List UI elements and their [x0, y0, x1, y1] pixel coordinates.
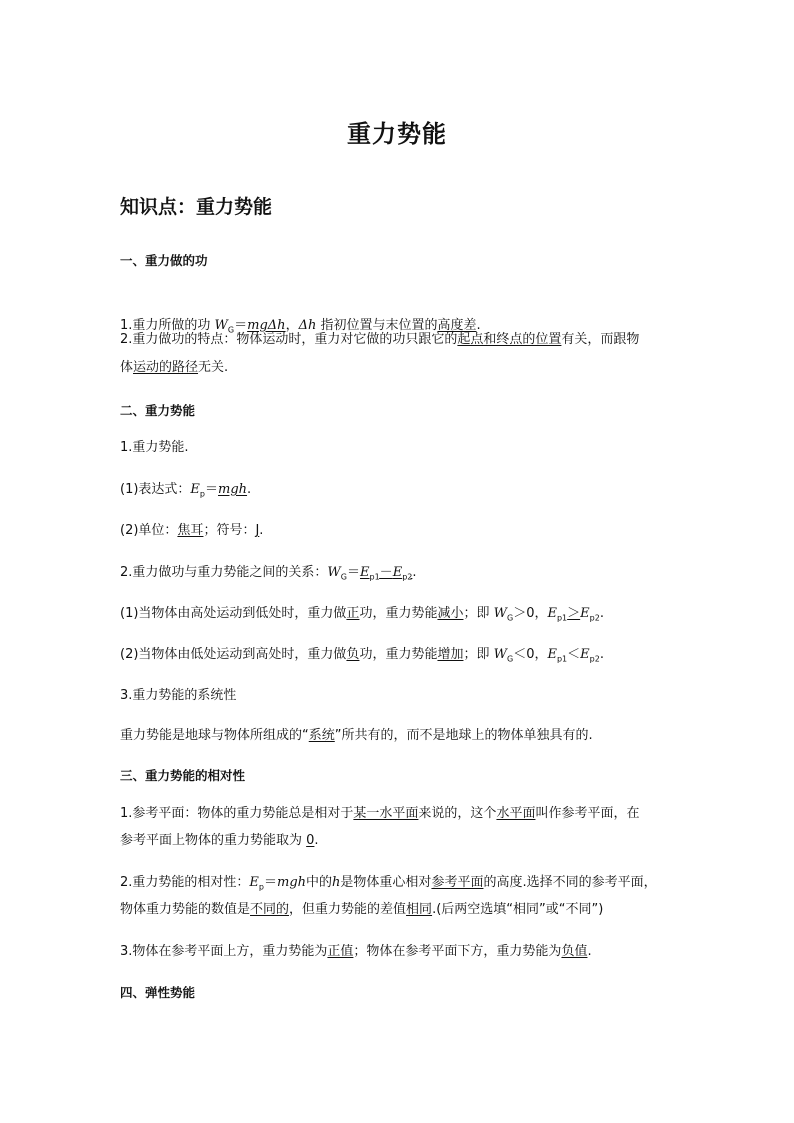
symbol-e: E [547, 647, 557, 662]
subscript: G [506, 654, 514, 664]
subscript: p2 [402, 572, 413, 582]
text: (1)表达式： [120, 482, 191, 497]
subscript: G [227, 325, 235, 335]
paragraph-s2-p5 [120, 600, 680, 632]
text: 1.重力所做的功 [120, 318, 215, 333]
text: . [476, 318, 481, 333]
text: 来说的，这个 [418, 806, 497, 821]
subscript: p [258, 882, 264, 892]
answer-blank: 某一水平面 [353, 806, 419, 821]
symbol-w: W [327, 565, 341, 580]
section-1-title: 一、重力做的功 [120, 253, 208, 268]
answer-blank: mgh [218, 482, 248, 497]
answer-blank: 起点和终点的位置 [457, 332, 562, 347]
answer-blank: 减小 [437, 606, 464, 621]
text: ”所共有的，而不是地球上的物体单独具有的. [334, 728, 593, 743]
paragraph-s2-p1: 1.重力势能. [120, 440, 189, 455]
text: 指初位置与末位置的 [316, 318, 438, 333]
text: 中的 [306, 875, 333, 890]
section-2-title: 二、重力势能 [120, 403, 196, 418]
answer-blank: 参考平面 [431, 875, 484, 890]
document-title: 重力势能 [347, 120, 447, 148]
subscript: p1 [556, 654, 568, 664]
answer-blank: 焦耳 [177, 523, 204, 538]
section-3-title: 三、重力势能的相对性 [120, 768, 246, 783]
text: 重力势能是地球与物体所组成的“ [120, 728, 309, 743]
text: . [412, 565, 417, 580]
text: .(后两空选填“相同”或“不同”) [432, 902, 604, 917]
text: 3.物体在参考平面上方，重力势能为 [120, 944, 328, 959]
text: 1.参考平面：物体的重力势能总是相对于 [120, 806, 354, 821]
symbol-w: W [214, 318, 228, 333]
answer-blank: ＞ [567, 606, 581, 621]
text: 功，重力势能 [359, 647, 438, 662]
text: ；物体在参考平面下方，重力势能为 [353, 944, 562, 959]
text: ；符号： [203, 523, 256, 538]
text: 无关. [198, 360, 229, 375]
paragraph-s3-p3 [120, 938, 680, 965]
subscript: G [340, 572, 347, 582]
symbol-w: W [493, 647, 507, 662]
subscript: p [199, 489, 205, 499]
text: ＜ [567, 647, 581, 662]
answer-blank: mgΔh [247, 318, 286, 333]
text: 2.重力势能的相对性： [120, 875, 250, 890]
symbol-h: h [332, 875, 341, 890]
paragraph-s2-p7: 3.重力势能的系统性 [120, 688, 237, 703]
paragraph-s2-p8 [120, 722, 680, 749]
text: － [379, 565, 393, 580]
text: (2)单位： [120, 523, 178, 538]
answer-blank: 负 [346, 647, 360, 662]
answer-blank: 负值 [561, 944, 588, 959]
subscript: G [506, 613, 514, 623]
subscript: p1 [556, 613, 568, 623]
text: ＜0， [513, 647, 548, 662]
paragraph-s2-p4 [120, 559, 680, 591]
subscript: p2 [589, 613, 600, 623]
paragraph-s2-p6 [120, 641, 680, 673]
text: (2)当物体由低处运动到高处时，重力做 [120, 647, 347, 662]
text: ；即 [463, 647, 494, 662]
symbol-e: E [580, 647, 590, 662]
section-4-title: 四、弹性势能 [120, 985, 196, 1000]
text: ＝ [263, 875, 277, 890]
symbol-w: W [493, 606, 507, 621]
symbol-dh: Δh [298, 318, 317, 333]
text: . [247, 482, 252, 497]
symbol-mgh: mgh [277, 875, 307, 890]
line [120, 800, 639, 827]
answer-blank: 高度差 [437, 318, 477, 333]
subscript: p2 [589, 654, 600, 664]
subscript: p1 [369, 572, 380, 582]
text: ＞0， [513, 606, 548, 621]
text: 体 [120, 360, 134, 375]
text: . [587, 944, 592, 959]
answer-blank: 不同的 [250, 902, 290, 917]
line [120, 896, 603, 923]
symbol-e: E [392, 565, 403, 580]
answer-blank: 正 [346, 606, 360, 621]
text: 功，重力势能 [359, 606, 438, 621]
answer-blank: 正值 [327, 944, 354, 959]
symbol-e: E [547, 606, 557, 621]
text: 有关，而跟物 [561, 332, 640, 347]
text: ， [285, 318, 299, 333]
text: ＝ [234, 318, 248, 333]
symbol-e: E [249, 875, 259, 890]
text: ，但重力势能的差值 [289, 902, 407, 917]
answer-blank: 相同 [406, 902, 433, 917]
text: . [314, 833, 319, 848]
text: 的高度.选择不同的参考平面， [483, 875, 657, 890]
symbol-e: E [360, 565, 370, 580]
answer-blank: 0 [306, 833, 315, 848]
text: ＝ [205, 482, 219, 497]
text: 叫作参考平面，在 [535, 806, 640, 821]
answer-blank: 运动的路径 [133, 360, 199, 375]
answer-blank: 水平面 [496, 806, 536, 821]
text: . [259, 523, 264, 538]
text: . [599, 647, 604, 662]
symbol-e: E [190, 482, 200, 497]
answer-blank: 增加 [437, 647, 464, 662]
text: (1)当物体由高处运动到低处时，重力做 [120, 606, 347, 621]
section-heading: 知识点：重力势能 [120, 196, 273, 218]
text: 物体重力势能的数值是 [120, 902, 251, 917]
line [120, 354, 228, 381]
text: . [599, 606, 604, 621]
paragraph-s2-p3 [120, 517, 680, 544]
line [120, 827, 319, 854]
text: 2.重力做功的特点：物体运动时，重力对它做的功只跟它的 [120, 332, 458, 347]
text: 2.重力做功与重力势能之间的关系： [120, 565, 328, 580]
paragraph-s2-p2 [120, 476, 680, 508]
text: ；即 [463, 606, 494, 621]
line [120, 326, 639, 353]
answer-blank: J [255, 523, 260, 538]
answer-blank: 系统 [308, 728, 335, 743]
symbol-e: E [580, 606, 590, 621]
text: 是物体重心相对 [340, 875, 432, 890]
text: ＝ [346, 565, 360, 580]
text: 参考平面上物体的重力势能取为 [120, 833, 307, 848]
